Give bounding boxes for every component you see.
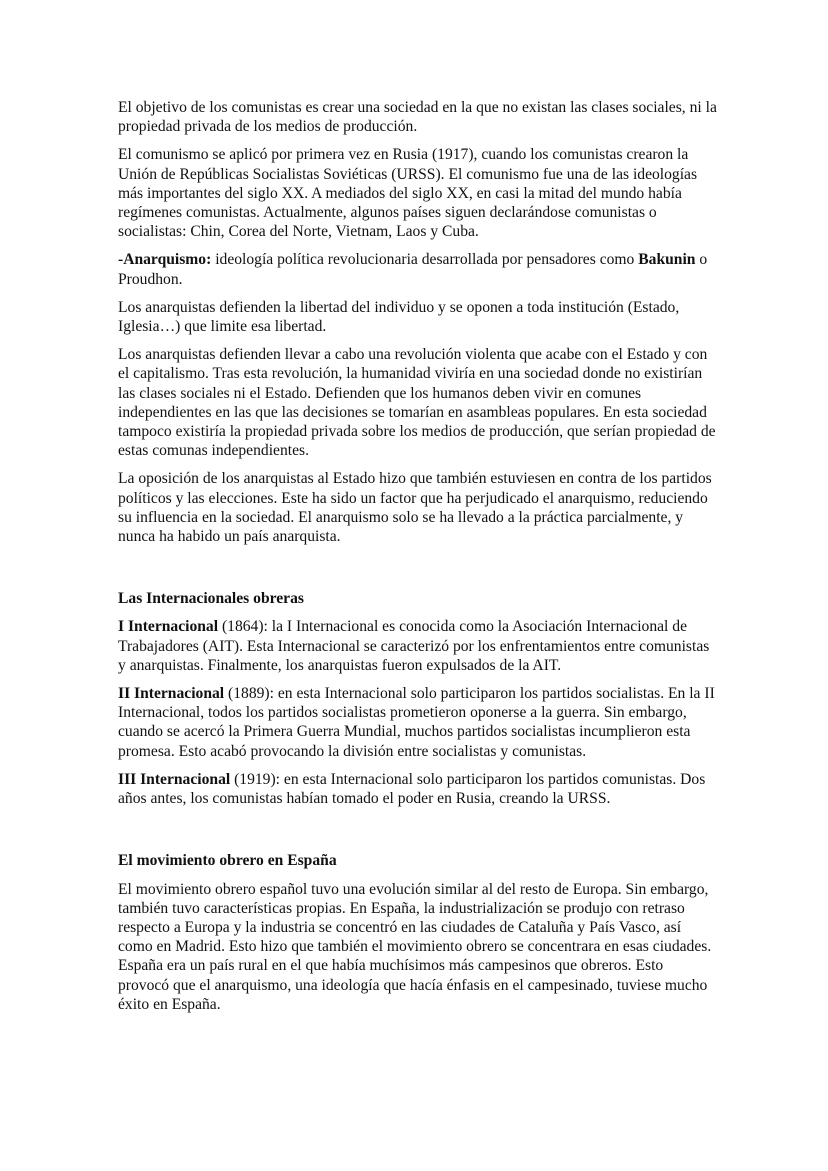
internacional-i — [118, 617, 718, 675]
intro-paragraph-1: El objetivo de los comunistas es crear una sociedad en la que no existan las clases sociales, ni la propiedad privada de los medios de producción. — [118, 99, 717, 136]
internacional-ii-text: (1889): en esta Internacional solo participaron los partidos socialistas. En la II Internacional, todos los partidos socialistas prometieron oponerse a la guerra. Sin embargo, cuando se acercó la Primera Guerra Mundial, muchos partidos socialistas incumplieron esta promesa. Esto acabó provocando la división entre socialistas y comunistas. — [118, 685, 715, 760]
anarquismo-def-b: o Proudhon. — [118, 251, 708, 288]
anarquismo-paragraph-3: La oposición de los anarquistas al Estado hizo que también estuviesen en contra de los partidos políticos y las elecciones. Este ha sido un factor que ha perjudicado el anarquismo, reduciendo su influencia en la sociedad. El anarquismo solo se ha llevado a la práctica parcialmente, y nunca ha habido un país anarquista. — [118, 470, 712, 546]
anarquismo-definition — [118, 250, 718, 288]
anarquismo-paragraph-1: Los anarquistas defienden la libertad del individuo y se oponen a toda institución (Estado, Iglesia…) que limite esa libertad. — [118, 298, 680, 336]
intro-paragraph-2: El comunismo se aplicó por primera vez en Rusia (1917), cuando los comunistas crearon la Unión de Repúblicas Socialistas Soviéticas (URSS). El comunismo fue una de las ideologías más importantes del siglo XX. A mediados del siglo XX, en casi la mitad del mundo había regímenes comunistas. Actualmente, algunos países siguen declarándose comunistas o socialistas: Chin, Corea del Norte, Vietnam, Laos y Cuba. — [118, 146, 698, 241]
internacional-i-term: I Internacional — [118, 618, 219, 636]
anarquismo-def-a: ideología política revolucionaria desarrollada por pensadores como — [211, 251, 639, 269]
anarquismo-term: -Anarquismo: — [118, 251, 212, 269]
internacional-iii-term: III Internacional — [118, 770, 231, 788]
document-page — [118, 98, 718, 1023]
bakunin-name: Bakunin — [638, 251, 696, 269]
espana-heading: El movimiento obrero en España — [118, 852, 337, 870]
internacional-i-text: (1864): la I Internacional es conocida como la Asociación Internacional de Trabajadores (AIT). Esta Internacional se caracterizó por los enfrentamientos entre comunistas y anarquistas. Finalmente, los anarquistas fueron expulsados de la AIT. — [118, 618, 710, 674]
internacional-ii — [118, 684, 718, 761]
anarquismo-paragraph-2: Los anarquistas defienden llevar a cabo una revolución violenta que acabe con el Estado y con el capitalismo. Tras esta revolución, la humanidad viviría en una sociedad donde no existirían las clases sociales ni el Estado. Defienden que los humanos deben vivir en comunes independientes en las que las decisiones se tomarían en asambleas populares. En esta sociedad tampoco existiría la propiedad privada sobre los medios de producción, que serían propiedad de estas comunas independientes. — [118, 346, 716, 460]
internacional-iii-text: (1919): en esta Internacional solo participaron los partidos comunistas. Dos años antes, los comunistas habían tomado el poder en Rusia, creando la URSS. — [118, 770, 706, 808]
internacionales-heading: Las Internacionales obreras — [118, 590, 304, 608]
espana-paragraph-1: El movimiento obrero español tuvo una evolución similar al del resto de Europa. Sin embargo, también tuvo características propias. En España, la industrialización se produjo con retraso respecto a Europa y la industria se concentró en las ciudades de Cataluña y País Vasco, así como en Madrid. Esto hizo que también el movimiento obrero se concentrara en esas ciudades. España era un país rural en el que había muchísimos más campesinos que obreros. Esto provocó que el anarquismo, una ideología que hacía énfasis en el campesinado, tuviese mucho éxito en España. — [118, 880, 712, 1013]
internacional-ii-term: II Internacional — [118, 685, 225, 703]
internacional-iii — [118, 770, 718, 808]
